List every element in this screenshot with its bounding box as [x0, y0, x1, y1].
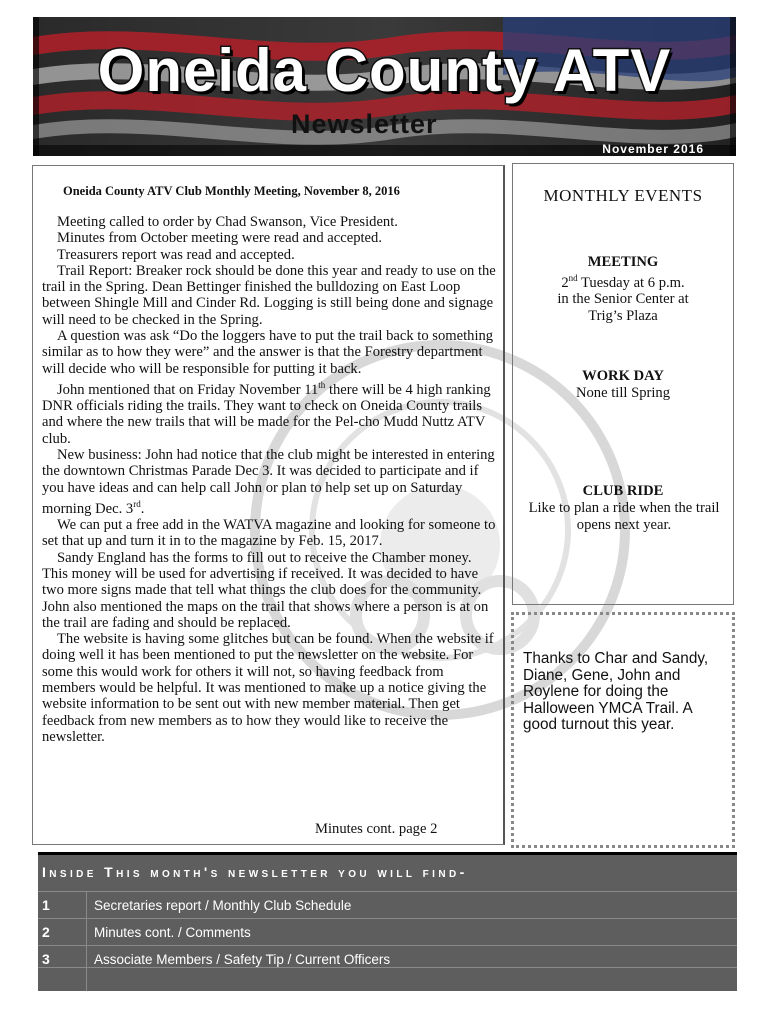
paragraph: A question was ask “Do the loggers have to put the trail back to something similar as to how they were” and the answer is that the Forestry department will decide who will be responsible for putting it back. [42, 328, 494, 377]
paragraph: Sandy England has the forms to fill out to receive the Chamber money. This money will be used for advertising if received. It was decided to have two more signs made that tell what things the club does for the community. John also mentioned the maps on the trail that shows where a person is at on the trail are fading and should be replaced. [42, 549, 489, 631]
thanks-box [511, 612, 735, 848]
row-number: 3 [42, 951, 50, 967]
issue-date: November 2016 [602, 142, 704, 156]
text-run: Tuesday at 6 p.m. [577, 274, 685, 291]
newsletter-title: Oneida County ATV [97, 37, 672, 104]
table-row [38, 891, 737, 919]
row-text: Minutes cont. / Comments [94, 925, 251, 940]
meeting-details [513, 270, 733, 324]
table-row [38, 918, 737, 946]
row-number: 1 [42, 897, 50, 913]
clubride-title: CLUB RIDE [582, 483, 664, 499]
paragraph: Minutes from October meeting were read and accepted. [57, 230, 382, 247]
monthly-events-box [512, 163, 734, 605]
paragraph: We can put a free add in the WATVA magazine and looking for someone to set that up and turn it in to the magazine by Feb. 15, 2017. [42, 517, 496, 550]
newsletter-subtitle: Newsletter [291, 109, 438, 139]
table-row [38, 967, 737, 992]
meeting-title: MEETING [587, 254, 659, 270]
row-number: 2 [42, 924, 50, 940]
clubride-text: Like to plan a ride when the trail opens next year. [528, 500, 720, 533]
text-run: . [140, 500, 145, 517]
article-body [42, 214, 500, 745]
workday-title: WORK DAY [582, 368, 664, 384]
paragraph: Trail Report: Breaker rock should be done this year and ready to use on the trail in the Spring. Dean Bettinger finished the bulldozing on East Loop between Shingle Mill and Cinder Rd. Logging is still being done and signage will need to be checked in the Spring. [42, 262, 496, 328]
paragraph: The website is having some glitches but can be found. When the website if doing well it has been mentioned to put the newsletter on the website. For some this would work for others it will not, so having feedback from members would be helpful. It was mentioned to make up a notice giving the website information to be sent out with new member material. Then get feedback from new members as to how they would like to receive the newsletter. [42, 631, 494, 745]
inside-heading: Inside This month's newsletter you will find- [42, 864, 468, 880]
superscript: rd [133, 498, 141, 509]
superscript: nd [568, 273, 578, 283]
article-heading: Oneida County ATV Club Monthly Meeting, November 8, 2016 [63, 184, 400, 198]
meeting-minutes-article [32, 165, 505, 845]
paragraph [42, 447, 500, 517]
paragraph: Meeting called to order by Chad Swanson, Vice President. [57, 214, 398, 230]
events-heading: MONTHLY EVENTS [543, 186, 703, 205]
text-run: John mentioned that on Friday November 11 [57, 381, 319, 398]
workday-text: None till Spring [575, 385, 671, 401]
continued-note: Minutes cont. page 2 [315, 821, 438, 837]
paragraph: Treasurers report was read and accepted. [57, 246, 295, 263]
meeting-schedule [513, 270, 733, 291]
thanks-text: Thanks to Char and Sandy, Diane, Gene, John and Roylene for doing the Halloween YMCA Trail. A good turnout this year. [523, 650, 709, 733]
inside-contents-table [38, 852, 737, 991]
masthead-banner [33, 17, 736, 156]
meeting-location: in the Senior Center at [557, 291, 689, 308]
text-run: New business: John had notice that the club might be interested in entering the downtown Christmas Parade Dec 3. It was decided to participate and if you have ideas and can help call John or plan to help set up on Saturday morning Dec. 3 [42, 447, 495, 517]
ordinal: 2 [561, 274, 569, 291]
row-text: Associate Members / Safety Tip / Current Officers [94, 952, 391, 967]
text-run: there will be 4 high ranking DNR officials riding the trails. They want to check on Oneida County trails and where the new trails that will be made for the Pel-cho Mudd Nuttz ATV club. [42, 381, 491, 447]
row-text: Secretaries report / Monthly Club Schedule [94, 898, 352, 913]
meeting-location: Trig’s Plaza [588, 307, 658, 324]
superscript: th [318, 379, 326, 390]
paragraph [42, 377, 500, 447]
